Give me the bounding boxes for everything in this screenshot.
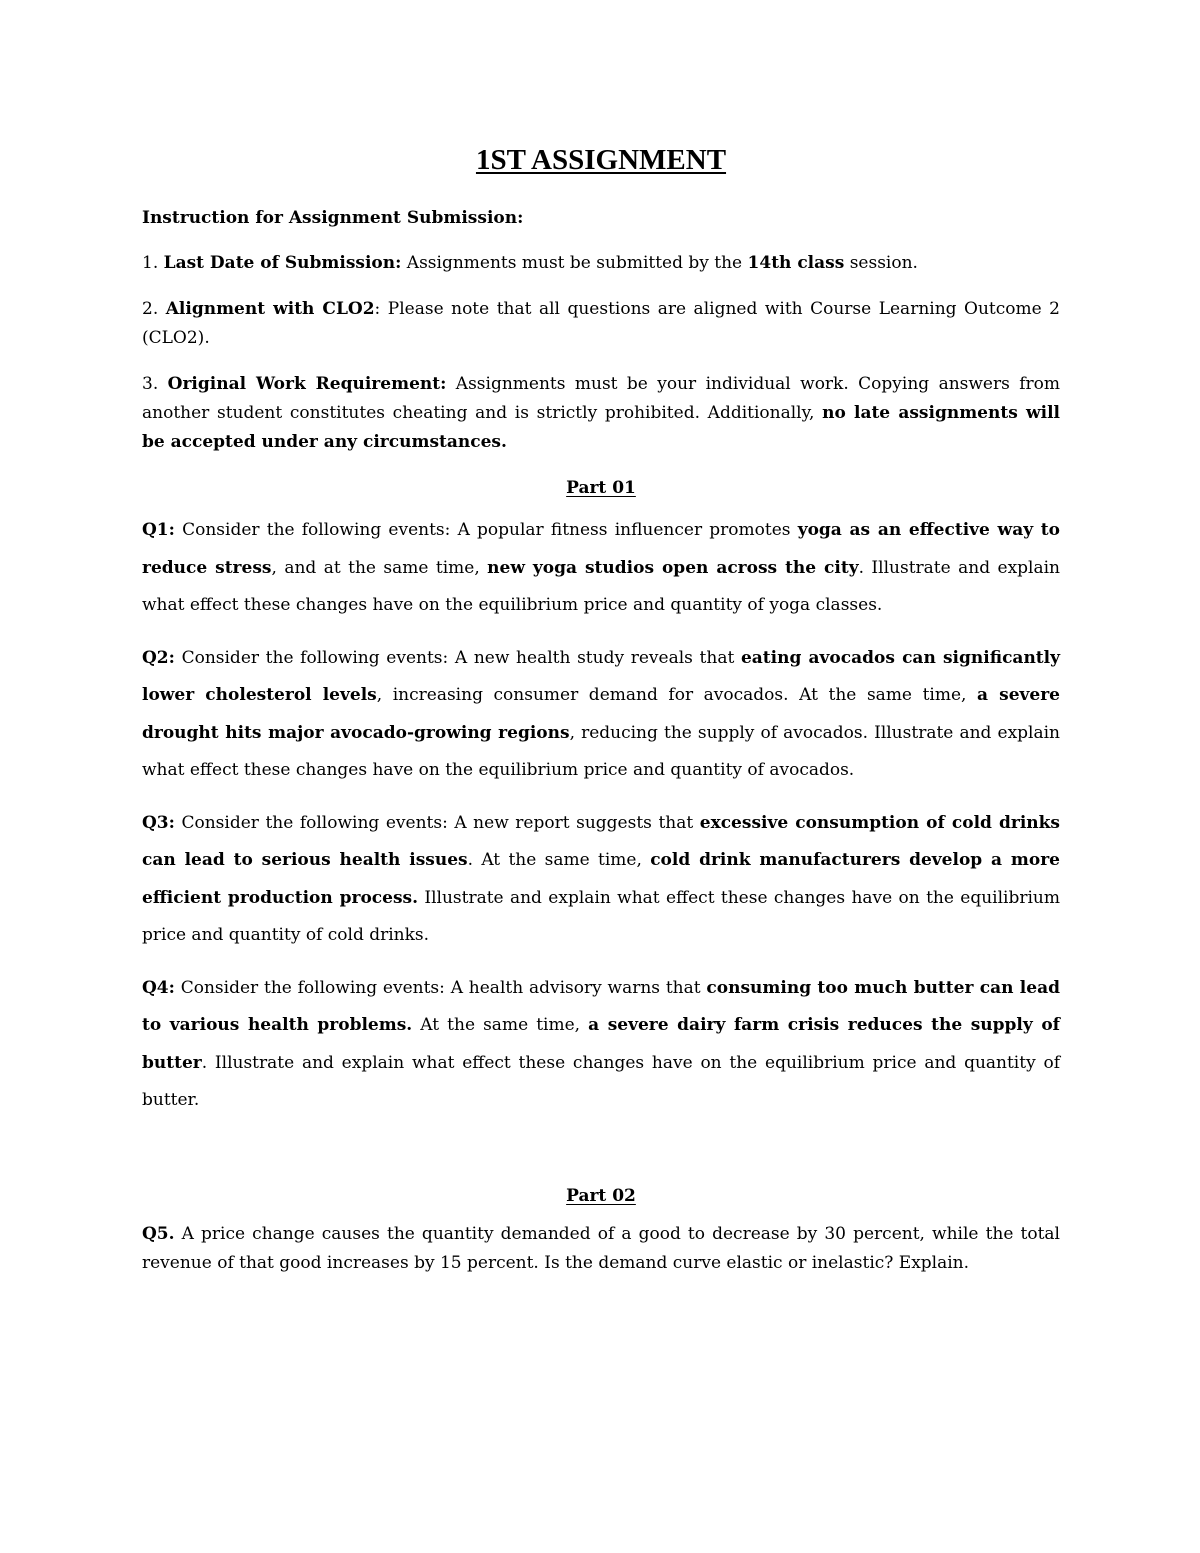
instruction-item-1-label: Last Date of Submission:: [163, 253, 402, 273]
part-02-heading: Part 02: [566, 1185, 636, 1206]
instruction-item-1: 1. Last Date of Submission: Assignments must be submitted by the 14th class session.: [142, 253, 918, 273]
instruction-item-3: 3. Original Work Requirement: Assignments must be your individual work. Copying answers from another student constitutes cheating and is strictly prohibited. Additionally, no late assignments will be accepted under any circumstances.: [142, 374, 1061, 452]
question-label: Q1:: [142, 520, 175, 540]
page-title: 1ST ASSIGNMENT: [475, 144, 727, 176]
instructions-heading: Instruction for Assignment Submission:: [142, 208, 524, 228]
question-label: Q5.: [142, 1223, 175, 1244]
question-label: Q2:: [142, 647, 175, 668]
question-q3: Q3: Consider the following events: A new report suggests that excessive consumption of cold drinks can lead to serious health issues. At the same time, cold drink manufacturers develop a more efficient production process. Illustrate and explain what effect these changes have on the equilibrium price and quantity of cold drinks.: [142, 812, 1060, 945]
instruction-item-2-label: Alignment with CLO2: [165, 299, 375, 319]
question-q2: Q2: Consider the following events: A new health study reveals that eating avocados can significantly lower cholesterol levels, increasing consumer demand for avocados. At the same time, a severe drought hits major avocado-growing regions, reducing the supply of avocados. Illustrate and explain what effect these changes have on the equilibrium price and quantity of avocados.: [142, 647, 1061, 780]
question-label: Q3:: [142, 812, 175, 833]
question-q5: Q5. A price change causes the quantity demanded of a good to decrease by 30 percent, while the total revenue of that good increases by 15 percent. Is the demand curve elastic or inelastic? Explain.: [142, 1223, 1060, 1273]
document-page: [142, 140, 1060, 1295]
part-01-heading: Part 01: [566, 478, 636, 498]
question-q4: Q4: Consider the following events: A health advisory warns that consuming too much butter can lead to various health problems. At the same time, a severe dairy farm crisis reduces the supply of butter. Illustrate and explain what effect these changes have on the equilibrium price and quantity of butter.: [142, 977, 1060, 1110]
instruction-item-2: 2. Alignment with CLO2: Please note that all questions are aligned with Course Learning Outcome 2 (CLO2).: [142, 299, 1060, 348]
instruction-item-3-label: Original Work Requirement:: [167, 374, 447, 394]
question-label: Q4:: [142, 977, 175, 998]
question-q1: Q1: Consider the following events: A popular fitness influencer promotes yoga as an effective way to reduce stress, and at the same time, new yoga studios open across the city. Illustrate and explain what effect these changes have on the equilibrium price and quantity of yoga classes.: [142, 520, 1060, 615]
